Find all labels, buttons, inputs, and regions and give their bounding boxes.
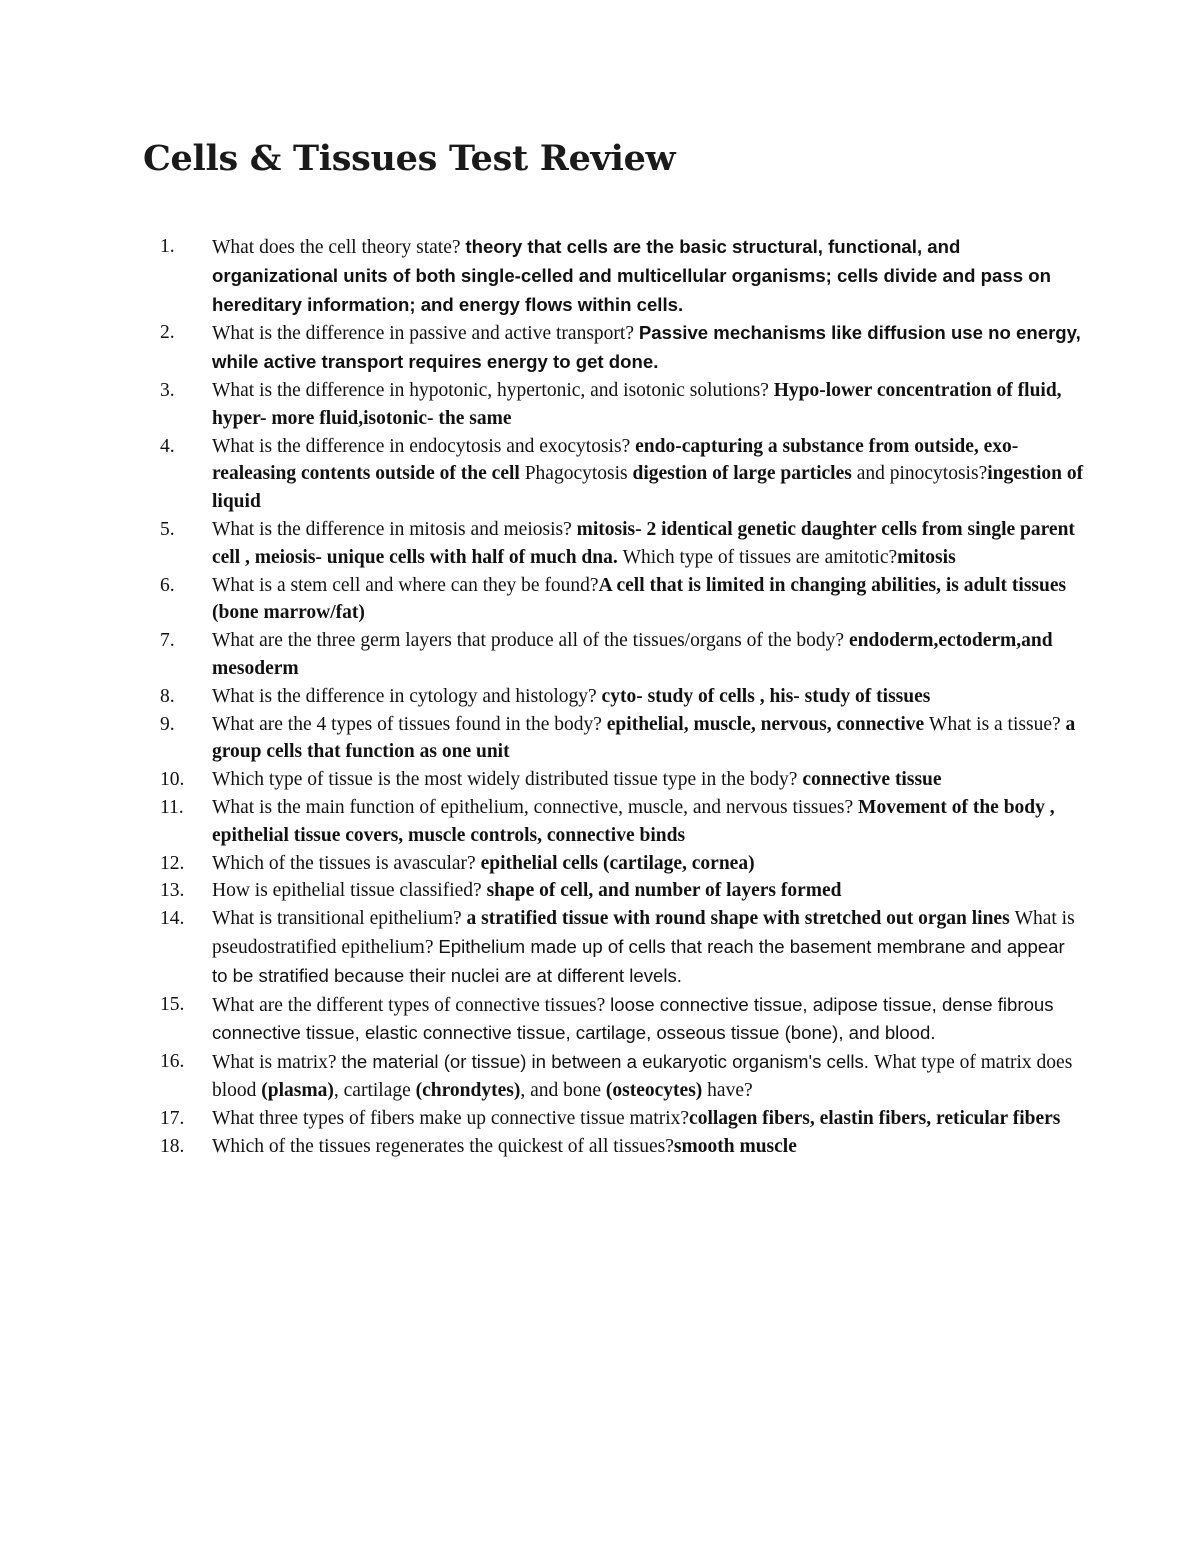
question-segment: What does the cell theory state? [212,237,466,258]
question-text [212,1136,797,1157]
question-text [212,1052,1072,1101]
list-item [160,794,1085,850]
question-segment: What type of matrix does blood [212,1052,1073,1101]
answer-segment: ingestion of liquid [212,463,1084,513]
question-number: 5. [160,518,175,540]
question-segment: Which of the tissues is avascular? [212,852,481,874]
question-text [212,880,842,901]
question-text [212,995,1054,1045]
question-text [212,436,1083,513]
question-number: 13. [160,880,185,902]
answer-segment: Epithelium made up of cells that reach the basement membrane and appear to be stratified because their nuclei are at different levels. [212,935,1065,986]
answer-segment: the material (or tissue) in between a eukaryotic organism's cells. [341,1051,875,1073]
list-item [160,1133,1085,1161]
question-segment: What are the different types of connective tissues? [212,994,611,1016]
question-number: 7. [160,630,175,652]
question-text [212,380,1062,429]
question-number: 3. [160,379,175,401]
list-item [160,572,1085,628]
list-item [160,877,1085,905]
question-number: 9. [160,713,175,735]
answer-segment: Movement of the body , epithelial tissue covers, muscle controls, connective binds [212,796,1055,846]
page-title: Cells & Tissues Test Review [143,138,676,179]
question-segment: Which type of tissue is the most widely distributed tissue type in the body? [212,769,803,791]
question-segment: Phagocytosis [524,463,633,485]
answer-segment: loose connective tissue, adipose tissue, dense fibrous connective tissue, elastic connective tissue, cartilage, osseous tissue (bone), and blood. [212,993,1054,1044]
list-item [160,766,1085,794]
answer-segment: A cell that is limited in changing abilities, is adult tissues (bone marrow/fat) [212,574,1067,624]
answer-segment: theory that cells are the basic structural, functional, and organizational units of both single-celled and multicellular organisms; cells divide and pass on hereditary information; and energy flows within cells. [212,236,1051,315]
list-item [160,850,1085,878]
answer-segment: mitosis [897,546,956,568]
answer-segment: a stratified tissue with round shape with stretched out organ lines [466,908,1015,930]
answer-segment: connective tissue [802,769,942,791]
question-number: 18. [160,1135,185,1157]
question-segment: What is matrix? [212,1052,342,1074]
list-item [160,516,1085,572]
answer-segment: (chrondytes) [415,1079,521,1101]
answer-segment: (plasma) [261,1079,334,1101]
question-number: 2. [160,322,175,344]
question-text [212,908,1075,987]
question-segment: What is a tissue? [929,713,1066,735]
question-number: 11. [160,796,184,818]
question-segment: What are the three germ layers that produce all of the tissues/organs of the body? [212,630,849,652]
question-segment: What is the difference in mitosis and meiosis? [212,518,577,540]
question-number: 17. [160,1107,185,1129]
question-segment: Which type of tissues are amitotic? [622,546,898,568]
question-segment: have? [702,1079,753,1101]
list-item [160,905,1085,990]
list-item [160,711,1085,767]
question-segment: What is the main function of epithelium, connective, muscle, and nervous tissues? [212,796,859,818]
question-list [160,233,1085,1160]
answer-segment: epithelial cells (cartilage, cornea) [480,852,755,874]
answer-segment: collagen fibers, elastin fibers, reticular fibers [689,1107,1061,1129]
question-text [212,323,1081,373]
question-segment: What is the difference in hypotonic, hypertonic, and isotonic solutions? [212,379,774,401]
question-segment: What is transitional epithelium? [212,908,467,930]
question-segment: How is epithelial tissue classified? [212,880,487,902]
question-number: 14. [160,908,185,930]
answer-segment: a group cells that function as one unit [212,713,1076,763]
question-segment: , and bone [520,1079,606,1101]
question-number: 16. [160,1051,185,1073]
question-segment: What is the difference in cytology and histology? [212,685,602,707]
question-segment: Which of the tissues regenerates the quickest of all tissues? [212,1135,674,1157]
answer-segment: endo-capturing a substance from outside, exo-realeasing contents outside of the cell [212,435,1019,485]
answer-segment: shape of cell, and number of layers formed [486,880,842,902]
question-number: 10. [160,769,185,791]
question-text [212,686,930,707]
question-segment: What three types of fibers make up connective tissue matrix? [212,1107,690,1129]
answer-segment: digestion of large particles [632,463,857,485]
answer-segment: smooth muscle [673,1135,797,1157]
question-segment: , cartilage [333,1079,416,1101]
question-segment: What is the difference in endocytosis and exocytosis? [212,435,636,457]
list-item [160,433,1085,516]
question-number: 1. [160,236,175,257]
list-item [160,991,1085,1049]
question-segment: What is pseudostratified epithelium? [212,908,1075,958]
answer-segment: Hypo-lower concentration of fluid, hyper- more fluid,isotonic- the same [212,379,1062,429]
answer-segment: Passive mechanisms like diffusion use no energy, while active transport requires energy to get done. [212,322,1081,373]
answer-segment: (osteocytes) [605,1079,703,1101]
question-number: 12. [160,852,185,874]
question-text [212,237,1051,316]
answer-segment: epithelial, muscle, nervous, connective [606,713,930,735]
answer-segment: cyto- study of cells , his- study of tissues [601,685,931,707]
list-item [160,683,1085,711]
list-item [160,1048,1085,1105]
question-text [212,630,1053,679]
question-text [212,714,1075,763]
question-number: 6. [160,574,175,596]
question-segment: What is a stem cell and where can they be found? [212,574,599,596]
answer-segment: mitosis- 2 identical genetic daughter cells from single parent cell , meiosis- unique cells with half of much dna. [212,518,1075,568]
question-segment: What are the 4 types of tissues found in the body? [212,713,607,735]
answer-segment: endoderm,ectoderm,and mesoderm [212,630,1053,679]
question-number: 4. [160,435,175,457]
list-item [160,319,1085,377]
question-text [212,853,755,874]
question-text [212,797,1055,846]
question-text [212,1108,1060,1129]
list-item [160,233,1085,319]
question-text [212,769,942,790]
question-text [212,575,1066,624]
question-segment: and pinocytosis? [856,463,988,485]
question-number: 15. [160,993,185,1015]
list-item [160,1105,1085,1133]
question-text [212,519,1075,568]
list-item [160,377,1085,433]
question-segment: What is the difference in passive and active transport? [212,323,639,345]
list-item [160,627,1085,683]
question-number: 8. [160,685,175,707]
